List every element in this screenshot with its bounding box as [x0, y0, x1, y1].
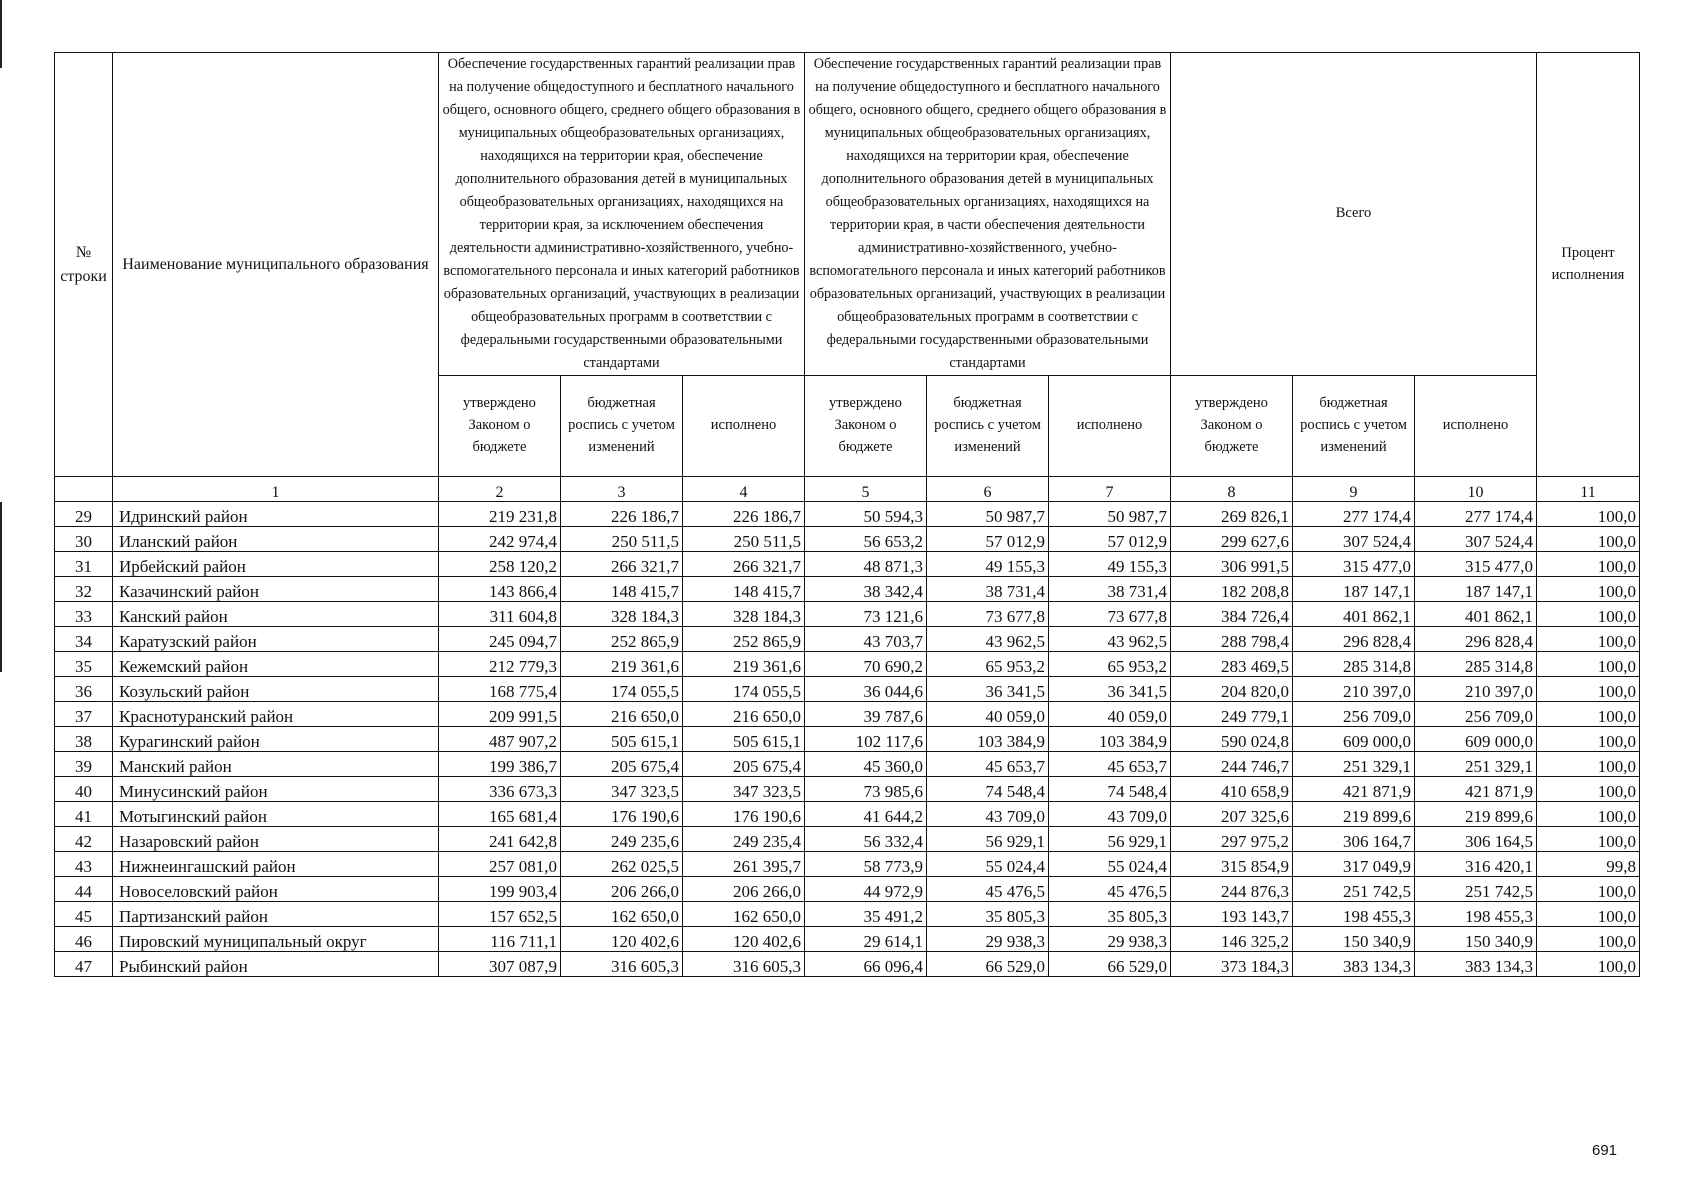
cell-executed-b: 45 476,5	[1049, 877, 1171, 902]
cell-row-number: 39	[55, 752, 113, 777]
cell-approved-a: 116 711,1	[439, 927, 561, 952]
cell-schedule-b: 49 155,3	[927, 552, 1049, 577]
column-number: 5	[805, 477, 927, 502]
cell-approved-a: 241 642,8	[439, 827, 561, 852]
table-row	[55, 752, 1640, 777]
cell-approved-b: 73 121,6	[805, 602, 927, 627]
cell-schedule-a: 216 650,0	[561, 702, 683, 727]
cell-schedule-b: 45 476,5	[927, 877, 1049, 902]
cell-row-number: 35	[55, 652, 113, 677]
cell-executed-a: 328 184,3	[683, 602, 805, 627]
header-row-number: № строки	[55, 53, 113, 477]
cell-row-number: 38	[55, 727, 113, 752]
cell-approved-total: 269 826,1	[1171, 502, 1293, 527]
cell-executed-b: 103 384,9	[1049, 727, 1171, 752]
cell-execution-percent: 100,0	[1537, 902, 1640, 927]
cell-schedule-b: 74 548,4	[927, 777, 1049, 802]
cell-schedule-total: 421 871,9	[1293, 777, 1415, 802]
cell-municipality-name: Партизанский район	[113, 902, 439, 927]
cell-execution-percent: 100,0	[1537, 927, 1640, 952]
cell-executed-total: 296 828,4	[1415, 627, 1537, 652]
cell-schedule-a: 176 190,6	[561, 802, 683, 827]
cell-approved-a: 311 604,8	[439, 602, 561, 627]
cell-approved-total: 384 726,4	[1171, 602, 1293, 627]
cell-schedule-total: 210 397,0	[1293, 677, 1415, 702]
cell-approved-b: 39 787,6	[805, 702, 927, 727]
cell-schedule-b: 103 384,9	[927, 727, 1049, 752]
cell-execution-percent: 100,0	[1537, 577, 1640, 602]
cell-approved-total: 306 991,5	[1171, 552, 1293, 577]
cell-schedule-b: 43 962,5	[927, 627, 1049, 652]
cell-approved-total: 146 325,2	[1171, 927, 1293, 952]
cell-executed-a: 226 186,7	[683, 502, 805, 527]
cell-row-number: 44	[55, 877, 113, 902]
table-row	[55, 552, 1640, 577]
cell-executed-b: 29 938,3	[1049, 927, 1171, 952]
cell-approved-total: 182 208,8	[1171, 577, 1293, 602]
cell-schedule-b: 65 953,2	[927, 652, 1049, 677]
cell-executed-total: 401 862,1	[1415, 602, 1537, 627]
cell-approved-total: 193 143,7	[1171, 902, 1293, 927]
cell-execution-percent: 100,0	[1537, 877, 1640, 902]
cell-approved-b: 102 117,6	[805, 727, 927, 752]
cell-executed-a: 162 650,0	[683, 902, 805, 927]
cell-executed-b: 36 341,5	[1049, 677, 1171, 702]
header-execution-percent: Процент исполнения	[1537, 53, 1640, 477]
cell-executed-total: 315 477,0	[1415, 552, 1537, 577]
cell-executed-b: 57 012,9	[1049, 527, 1171, 552]
column-number	[55, 477, 113, 502]
cell-schedule-a: 162 650,0	[561, 902, 683, 927]
cell-approved-a: 165 681,4	[439, 802, 561, 827]
cell-executed-a: 252 865,9	[683, 627, 805, 652]
cell-executed-total: 256 709,0	[1415, 702, 1537, 727]
cell-row-number: 30	[55, 527, 113, 552]
cell-municipality-name: Новоселовский район	[113, 877, 439, 902]
cell-execution-percent: 99,8	[1537, 852, 1640, 877]
cell-approved-b: 29 614,1	[805, 927, 927, 952]
cell-municipality-name: Назаровский район	[113, 827, 439, 852]
table-body	[55, 502, 1640, 977]
header-municipality-name: Наименование муниципального образования	[113, 53, 439, 477]
table-row	[55, 602, 1640, 627]
header-row-groups	[55, 53, 1640, 376]
cell-municipality-name: Идринский район	[113, 502, 439, 527]
cell-schedule-total: 256 709,0	[1293, 702, 1415, 727]
table-row	[55, 577, 1640, 602]
table-row	[55, 677, 1640, 702]
cell-schedule-b: 73 677,8	[927, 602, 1049, 627]
cell-schedule-a: 252 865,9	[561, 627, 683, 652]
cell-approved-b: 41 644,2	[805, 802, 927, 827]
cell-municipality-name: Иланский район	[113, 527, 439, 552]
cell-municipality-name: Пировский муниципальный округ	[113, 927, 439, 952]
cell-row-number: 34	[55, 627, 113, 652]
cell-municipality-name: Казачинский район	[113, 577, 439, 602]
cell-approved-a: 212 779,3	[439, 652, 561, 677]
column-numbers-row	[55, 477, 1640, 502]
cell-executed-b: 43 709,0	[1049, 802, 1171, 827]
cell-executed-total: 307 524,4	[1415, 527, 1537, 552]
cell-schedule-b: 56 929,1	[927, 827, 1049, 852]
cell-schedule-a: 206 266,0	[561, 877, 683, 902]
cell-execution-percent: 100,0	[1537, 802, 1640, 827]
cell-approved-total: 249 779,1	[1171, 702, 1293, 727]
cell-schedule-a: 250 511,5	[561, 527, 683, 552]
cell-executed-total: 251 329,1	[1415, 752, 1537, 777]
cell-executed-b: 66 529,0	[1049, 952, 1171, 977]
cell-executed-a: 250 511,5	[683, 527, 805, 552]
cell-row-number: 36	[55, 677, 113, 702]
cell-row-number: 43	[55, 852, 113, 877]
cell-approved-a: 336 673,3	[439, 777, 561, 802]
cell-approved-b: 43 703,7	[805, 627, 927, 652]
cell-schedule-total: 296 828,4	[1293, 627, 1415, 652]
cell-execution-percent: 100,0	[1537, 777, 1640, 802]
table-row	[55, 802, 1640, 827]
subheader-budget-schedule: бюджетная роспись с учетом изменений	[927, 376, 1049, 477]
cell-schedule-b: 36 341,5	[927, 677, 1049, 702]
cell-row-number: 37	[55, 702, 113, 727]
table-row	[55, 927, 1640, 952]
cell-execution-percent: 100,0	[1537, 727, 1640, 752]
cell-execution-percent: 100,0	[1537, 527, 1640, 552]
cell-executed-total: 277 174,4	[1415, 502, 1537, 527]
cell-schedule-total: 306 164,7	[1293, 827, 1415, 852]
cell-schedule-total: 401 862,1	[1293, 602, 1415, 627]
cell-executed-b: 56 929,1	[1049, 827, 1171, 852]
cell-schedule-b: 40 059,0	[927, 702, 1049, 727]
cell-approved-total: 299 627,6	[1171, 527, 1293, 552]
column-number: 3	[561, 477, 683, 502]
budget-execution-table	[54, 52, 1640, 977]
cell-approved-a: 219 231,8	[439, 502, 561, 527]
cell-municipality-name: Каратузский район	[113, 627, 439, 652]
table-row	[55, 727, 1640, 752]
cell-schedule-total: 285 314,8	[1293, 652, 1415, 677]
cell-schedule-total: 307 524,4	[1293, 527, 1415, 552]
cell-executed-b: 40 059,0	[1049, 702, 1171, 727]
subheader-executed: исполнено	[683, 376, 805, 477]
cell-schedule-b: 50 987,7	[927, 502, 1049, 527]
cell-schedule-total: 219 899,6	[1293, 802, 1415, 827]
cell-executed-total: 316 420,1	[1415, 852, 1537, 877]
cell-approved-a: 307 087,9	[439, 952, 561, 977]
cell-executed-a: 205 675,4	[683, 752, 805, 777]
cell-schedule-a: 505 615,1	[561, 727, 683, 752]
cell-approved-total: 315 854,9	[1171, 852, 1293, 877]
cell-executed-b: 73 677,8	[1049, 602, 1171, 627]
cell-row-number: 29	[55, 502, 113, 527]
cell-executed-total: 198 455,3	[1415, 902, 1537, 927]
cell-executed-total: 210 397,0	[1415, 677, 1537, 702]
cell-execution-percent: 100,0	[1537, 602, 1640, 627]
cell-executed-a: 347 323,5	[683, 777, 805, 802]
cell-schedule-total: 383 134,3	[1293, 952, 1415, 977]
subheader-executed: исполнено	[1415, 376, 1537, 477]
cell-approved-total: 207 325,6	[1171, 802, 1293, 827]
cell-executed-b: 74 548,4	[1049, 777, 1171, 802]
cell-schedule-a: 226 186,7	[561, 502, 683, 527]
header-group-guarantees-excluding-admin: Обеспечение государственных гарантий реализации прав на получение общедоступного и бесплатного начального общего, основного общего, среднего общего образования в муниципальных общеобразовательных организациях, находящихся на территории края, обеспечение дополнительного образования детей в муниципальных общеобразовательных организациях, находящихся на территории края, за исключением обеспечения деятельности административно-хозяйственного, учебно-вспомогательного персонала и иных категорий работников образовательных организаций, участвующих в реализации общеобразовательных программ в соответствии с федеральными государственными образовательными стандартами	[439, 53, 805, 376]
cell-schedule-a: 205 675,4	[561, 752, 683, 777]
cell-executed-total: 285 314,8	[1415, 652, 1537, 677]
table-row	[55, 627, 1640, 652]
cell-executed-a: 316 605,3	[683, 952, 805, 977]
cell-executed-a: 216 650,0	[683, 702, 805, 727]
cell-approved-total: 288 798,4	[1171, 627, 1293, 652]
cell-execution-percent: 100,0	[1537, 502, 1640, 527]
cell-executed-b: 49 155,3	[1049, 552, 1171, 577]
cell-row-number: 41	[55, 802, 113, 827]
cell-schedule-a: 347 323,5	[561, 777, 683, 802]
cell-municipality-name: Рыбинский район	[113, 952, 439, 977]
cell-row-number: 46	[55, 927, 113, 952]
column-number: 9	[1293, 477, 1415, 502]
cell-approved-a: 242 974,4	[439, 527, 561, 552]
cell-approved-b: 38 342,4	[805, 577, 927, 602]
cell-schedule-total: 317 049,9	[1293, 852, 1415, 877]
cell-executed-a: 266 321,7	[683, 552, 805, 577]
cell-approved-total: 297 975,2	[1171, 827, 1293, 852]
cell-approved-b: 48 871,3	[805, 552, 927, 577]
cell-schedule-b: 66 529,0	[927, 952, 1049, 977]
cell-approved-b: 45 360,0	[805, 752, 927, 777]
cell-schedule-total: 251 329,1	[1293, 752, 1415, 777]
cell-municipality-name: Ирбейский район	[113, 552, 439, 577]
cell-executed-a: 206 266,0	[683, 877, 805, 902]
cell-executed-b: 35 805,3	[1049, 902, 1171, 927]
cell-approved-a: 245 094,7	[439, 627, 561, 652]
cell-execution-percent: 100,0	[1537, 827, 1640, 852]
cell-approved-a: 209 991,5	[439, 702, 561, 727]
cell-approved-a: 199 386,7	[439, 752, 561, 777]
cell-execution-percent: 100,0	[1537, 652, 1640, 677]
cell-approved-a: 257 081,0	[439, 852, 561, 877]
cell-municipality-name: Кежемский район	[113, 652, 439, 677]
cell-approved-total: 244 876,3	[1171, 877, 1293, 902]
cell-executed-total: 609 000,0	[1415, 727, 1537, 752]
cell-approved-a: 199 903,4	[439, 877, 561, 902]
cell-schedule-a: 262 025,5	[561, 852, 683, 877]
cell-approved-a: 143 866,4	[439, 577, 561, 602]
cell-schedule-total: 150 340,9	[1293, 927, 1415, 952]
table-row	[55, 877, 1640, 902]
cell-executed-total: 219 899,6	[1415, 802, 1537, 827]
table-row	[55, 702, 1640, 727]
cell-approved-b: 56 653,2	[805, 527, 927, 552]
cell-schedule-a: 219 361,6	[561, 652, 683, 677]
cell-executed-a: 176 190,6	[683, 802, 805, 827]
cell-approved-b: 70 690,2	[805, 652, 927, 677]
subheader-executed: исполнено	[1049, 376, 1171, 477]
cell-schedule-b: 45 653,7	[927, 752, 1049, 777]
cell-municipality-name: Канский район	[113, 602, 439, 627]
cell-approved-a: 487 907,2	[439, 727, 561, 752]
cell-execution-percent: 100,0	[1537, 952, 1640, 977]
cell-approved-total: 590 024,8	[1171, 727, 1293, 752]
subheader-approved: утверждено Законом о бюджете	[805, 376, 927, 477]
header-group-guarantees-admin-staff: Обеспечение государственных гарантий реализации прав на получение общедоступного и бесплатного начального общего, основного общего, среднего общего образования в муниципальных общеобразовательных организациях, находящихся на территории края, обеспечение дополнительного образования детей в муниципальных общеобразовательных организациях, находящихся на территории края, в части обеспечения деятельности административно-хозяйственного, учебно-вспомогательного персонала и иных категорий работников образовательных организаций, участвующих в реализации общеобразовательных программ в соответствии с федеральными государственными образовательными стандартами	[805, 53, 1171, 376]
cell-schedule-b: 29 938,3	[927, 927, 1049, 952]
cell-municipality-name: Мотыгинский район	[113, 802, 439, 827]
cell-schedule-total: 609 000,0	[1293, 727, 1415, 752]
column-number: 2	[439, 477, 561, 502]
cell-executed-b: 43 962,5	[1049, 627, 1171, 652]
cell-approved-total: 410 658,9	[1171, 777, 1293, 802]
cell-schedule-a: 316 605,3	[561, 952, 683, 977]
cell-executed-a: 249 235,4	[683, 827, 805, 852]
cell-schedule-a: 249 235,6	[561, 827, 683, 852]
cell-approved-total: 244 746,7	[1171, 752, 1293, 777]
cell-executed-a: 219 361,6	[683, 652, 805, 677]
cell-approved-b: 44 972,9	[805, 877, 927, 902]
cell-schedule-total: 187 147,1	[1293, 577, 1415, 602]
cell-schedule-b: 43 709,0	[927, 802, 1049, 827]
table-row	[55, 952, 1640, 977]
cell-municipality-name: Минусинский район	[113, 777, 439, 802]
cell-execution-percent: 100,0	[1537, 627, 1640, 652]
cell-schedule-total: 277 174,4	[1293, 502, 1415, 527]
cell-row-number: 47	[55, 952, 113, 977]
column-number: 7	[1049, 477, 1171, 502]
cell-approved-total: 204 820,0	[1171, 677, 1293, 702]
cell-row-number: 31	[55, 552, 113, 577]
cell-schedule-total: 315 477,0	[1293, 552, 1415, 577]
cell-approved-total: 373 184,3	[1171, 952, 1293, 977]
subheader-budget-schedule: бюджетная роспись с учетом изменений	[561, 376, 683, 477]
cell-approved-b: 56 332,4	[805, 827, 927, 852]
column-number: 8	[1171, 477, 1293, 502]
cell-approved-b: 66 096,4	[805, 952, 927, 977]
cell-schedule-b: 38 731,4	[927, 577, 1049, 602]
cell-approved-b: 50 594,3	[805, 502, 927, 527]
cell-execution-percent: 100,0	[1537, 677, 1640, 702]
scan-edge-mark-middle	[0, 502, 2, 672]
cell-executed-a: 174 055,5	[683, 677, 805, 702]
table-row	[55, 852, 1640, 877]
cell-municipality-name: Козульский район	[113, 677, 439, 702]
cell-executed-total: 150 340,9	[1415, 927, 1537, 952]
cell-approved-b: 73 985,6	[805, 777, 927, 802]
cell-schedule-a: 328 184,3	[561, 602, 683, 627]
column-number: 6	[927, 477, 1049, 502]
header-group-total: Всего	[1171, 53, 1537, 376]
cell-execution-percent: 100,0	[1537, 702, 1640, 727]
cell-executed-b: 55 024,4	[1049, 852, 1171, 877]
cell-executed-total: 187 147,1	[1415, 577, 1537, 602]
column-number: 4	[683, 477, 805, 502]
cell-row-number: 42	[55, 827, 113, 852]
cell-municipality-name: Манский район	[113, 752, 439, 777]
cell-executed-total: 421 871,9	[1415, 777, 1537, 802]
cell-approved-total: 283 469,5	[1171, 652, 1293, 677]
cell-schedule-a: 148 415,7	[561, 577, 683, 602]
table-row	[55, 827, 1640, 852]
scan-edge-mark-top	[0, 0, 2, 68]
cell-schedule-a: 266 321,7	[561, 552, 683, 577]
cell-executed-total: 251 742,5	[1415, 877, 1537, 902]
cell-executed-b: 45 653,7	[1049, 752, 1171, 777]
cell-schedule-b: 55 024,4	[927, 852, 1049, 877]
column-number: 1	[113, 477, 439, 502]
cell-executed-total: 383 134,3	[1415, 952, 1537, 977]
cell-executed-a: 505 615,1	[683, 727, 805, 752]
column-number: 10	[1415, 477, 1537, 502]
table-row	[55, 652, 1640, 677]
cell-executed-a: 148 415,7	[683, 577, 805, 602]
table-row	[55, 777, 1640, 802]
cell-municipality-name: Курагинский район	[113, 727, 439, 752]
cell-execution-percent: 100,0	[1537, 552, 1640, 577]
column-number: 11	[1537, 477, 1640, 502]
cell-executed-b: 65 953,2	[1049, 652, 1171, 677]
cell-approved-a: 168 775,4	[439, 677, 561, 702]
cell-municipality-name: Нижнеингашский район	[113, 852, 439, 877]
cell-schedule-a: 174 055,5	[561, 677, 683, 702]
cell-approved-b: 36 044,6	[805, 677, 927, 702]
cell-approved-b: 35 491,2	[805, 902, 927, 927]
subheader-approved: утверждено Законом о бюджете	[439, 376, 561, 477]
cell-executed-b: 38 731,4	[1049, 577, 1171, 602]
cell-schedule-total: 251 742,5	[1293, 877, 1415, 902]
cell-approved-a: 157 652,5	[439, 902, 561, 927]
cell-schedule-total: 198 455,3	[1293, 902, 1415, 927]
cell-schedule-b: 35 805,3	[927, 902, 1049, 927]
subheader-approved: утверждено Законом о бюджете	[1171, 376, 1293, 477]
cell-executed-total: 306 164,5	[1415, 827, 1537, 852]
cell-execution-percent: 100,0	[1537, 752, 1640, 777]
cell-schedule-b: 57 012,9	[927, 527, 1049, 552]
cell-row-number: 33	[55, 602, 113, 627]
cell-approved-b: 58 773,9	[805, 852, 927, 877]
cell-executed-b: 50 987,7	[1049, 502, 1171, 527]
subheader-budget-schedule: бюджетная роспись с учетом изменений	[1293, 376, 1415, 477]
page-number: 691	[1592, 1142, 1618, 1159]
cell-row-number: 40	[55, 777, 113, 802]
table-row	[55, 527, 1640, 552]
cell-executed-a: 120 402,6	[683, 927, 805, 952]
cell-row-number: 45	[55, 902, 113, 927]
cell-schedule-a: 120 402,6	[561, 927, 683, 952]
cell-municipality-name: Краснотуранский район	[113, 702, 439, 727]
cell-row-number: 32	[55, 577, 113, 602]
cell-approved-a: 258 120,2	[439, 552, 561, 577]
table-row	[55, 902, 1640, 927]
table-row	[55, 502, 1640, 527]
cell-executed-a: 261 395,7	[683, 852, 805, 877]
